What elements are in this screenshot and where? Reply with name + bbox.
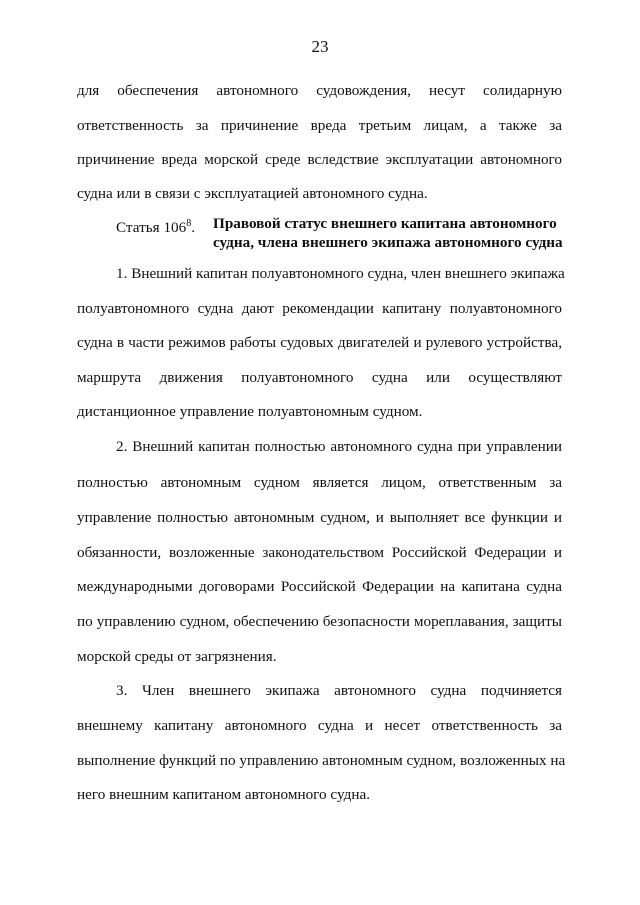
para1-line-5: дистанционное управление полуавтономным судном. xyxy=(77,403,423,420)
para2-line-2: полностью автономным судном является лицом, ответственным за xyxy=(77,474,562,491)
article-title-line-1: Правовой статус внешнего капитана автономного xyxy=(213,215,557,232)
page-number: 23 xyxy=(311,37,329,56)
para3-line-2: внешнему капитану автономного судна и несет ответственность за xyxy=(77,717,562,734)
para1-line-4: маршрута движения полуавтономного судна или осуществляют xyxy=(77,369,562,386)
para1-line-3: судна в части режимов работы судовых двигателей и рулевого устройства, xyxy=(77,334,562,351)
intro-line-4: судна или в связи с эксплуатацией автономного судна. xyxy=(77,185,428,202)
para2-line-5: международными договорами Российской Федерации на капитана судна xyxy=(77,578,562,595)
para3-line-3: выполнение функций по управлению автономным судном, возложенных на xyxy=(77,752,566,769)
para2-line-6: по управлению судном, обеспечению безопасности мореплавания, защиты xyxy=(77,613,562,630)
para2-line-7: морской среды от загрязнения. xyxy=(77,648,277,665)
para1-line-2: полуавтономного судна дают рекомендации капитану полуавтономного xyxy=(77,300,562,317)
para3-line-4: него внешним капитаном автономного судна. xyxy=(77,786,370,803)
para2-line-1: 2. Внешний капитан полностью автономного судна при управлении xyxy=(116,438,562,455)
intro-line-1: для обеспечения автономного судовождения, несут солидарную xyxy=(77,82,562,99)
para2-line-3: управление полностью автономным судном, и выполняет все функции и xyxy=(77,509,562,526)
para2-line-4: обязанности, возложенные законодательством Российской Федерации и xyxy=(77,544,562,561)
article-title-line-2: судна, члена внешнего экипажа автономного судна xyxy=(213,234,563,251)
article-label: Статья $106^8$. xyxy=(116,218,196,236)
intro-line-2: ответственность за причинение вреда третьим лицам, а также за xyxy=(77,117,562,134)
intro-line-3: причинение вреда морской среде вследствие эксплуатации автономного xyxy=(77,151,562,168)
para1-line-1: 1. Внешний капитан полуавтономного судна, член внешнего экипажа xyxy=(116,265,565,282)
para3-line-1: 3. Член внешнего экипажа автономного судна подчиняется xyxy=(116,682,562,699)
